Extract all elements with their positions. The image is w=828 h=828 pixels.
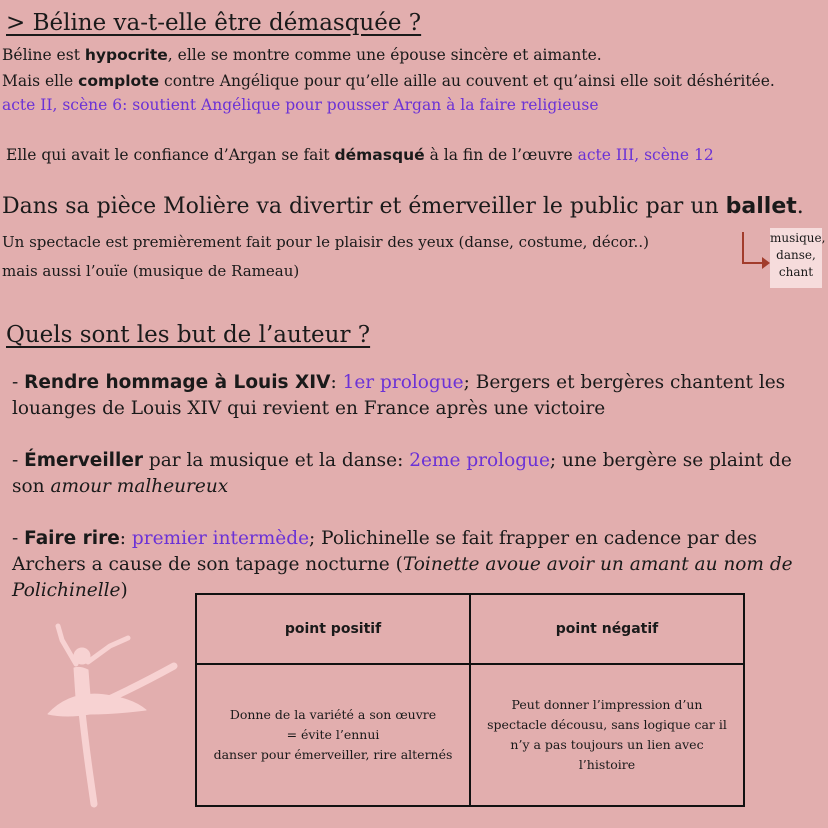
text-span: Mais elle [2,72,79,90]
cell-text: danser pour émerveiller, rire alternés [213,747,453,762]
cell-text: Donne de la variété a son œuvre [229,707,437,722]
note-text: musique, [770,231,826,245]
text-span: contre Angélique pour qu’elle aille au couvent et qu’ainsi elle soit déshéritée. [159,72,775,90]
ballerina-silhouette-icon [14,618,184,814]
section-title-beline: > Béline va-t-elle être démasquée ? [6,10,422,36]
note-text: danse, [776,248,816,262]
text-span: - [12,372,25,393]
keyword-ballet: ballet [725,194,797,219]
keyword-demasque: démasqué [334,146,425,164]
keyword-hommage: Rendre hommage à Louis XIV [24,372,331,393]
keyword-complote: complote [78,72,160,90]
ballet-heading [2,194,804,219]
text-span: ; Bergers et bergères chantent les louanges de Louis XIV qui revient en France après une victoire [12,372,786,419]
text-span: par la musique et la danse: [143,450,410,471]
reference-intermede: premier intermède [131,528,310,549]
reference-acte3: acte III, scène 12 [577,146,714,164]
line-complote [2,72,775,90]
section-title-buts: Quels sont les but de l’auteur ? [6,322,371,348]
text-span: Béline est [2,46,85,64]
text-span: Dans sa pièce Molière va divertir et émerveiller le public par un [2,194,726,219]
text-span: ) [120,580,128,601]
keyword-hypocrite: hypocrite [84,46,168,64]
cell-text: Peut donner l’impression d’un spectacle décousu, sans logique car il n’y a pas toujours un lien avec l’histoire [487,697,727,772]
text-span: , elle se montre comme une épouse sincère et aimante. [167,46,602,64]
arrow-line [742,262,764,264]
italic-text: Toinette avoue avoir un amant au nom de Polichinelle [12,554,793,601]
italic-text: amour malheureux [50,476,229,497]
text-span: ; Polichinelle se fait frapper en cadence par des Archers a cause de son tapage nocturne ( [12,528,757,575]
text-span: ; une bergère se plaint de son [12,450,792,497]
cell-text: = évite l’ennui [286,727,380,742]
note-text: chant [778,265,814,279]
arrow-right-icon [762,257,770,269]
note-box [770,228,826,288]
text-span: - [12,528,25,549]
keyword-emerveiller: Émerveiller [24,450,144,471]
line-hypocrite [2,46,602,64]
text-span: - [12,450,25,471]
text-span: : [330,372,343,393]
reference-prologue2: 2eme prologue [409,450,550,471]
positive-negative-table [195,593,745,807]
text-span: à la fin de l’œuvre [424,146,578,164]
text-span: . [796,194,804,219]
reference-acte2: acte II, scène 6: soutient Angélique pour pousser Argan à la faire religieuse [2,96,599,114]
line-ouie: mais aussi l’ouïe (musique de Rameau) [2,262,300,280]
list-item-hommage [12,370,812,422]
cell-negative [470,664,744,806]
text-span: Elle qui avait le confiance d’Argan se fait [6,146,335,164]
reference-prologue1: 1er prologue [342,372,464,393]
line-demasque [6,146,714,164]
cell-positive [196,664,470,806]
list-item-emerveiller [12,448,822,500]
arrow-line [742,232,744,264]
text-span: : [119,528,132,549]
header-point-positif: point positif [196,594,470,664]
line-spectacle: Un spectacle est premièrement fait pour le plaisir des yeux (danse, costume, décor..) [2,233,649,251]
header-point-negatif: point négatif [470,594,744,664]
keyword-rire: Faire rire [24,528,120,549]
